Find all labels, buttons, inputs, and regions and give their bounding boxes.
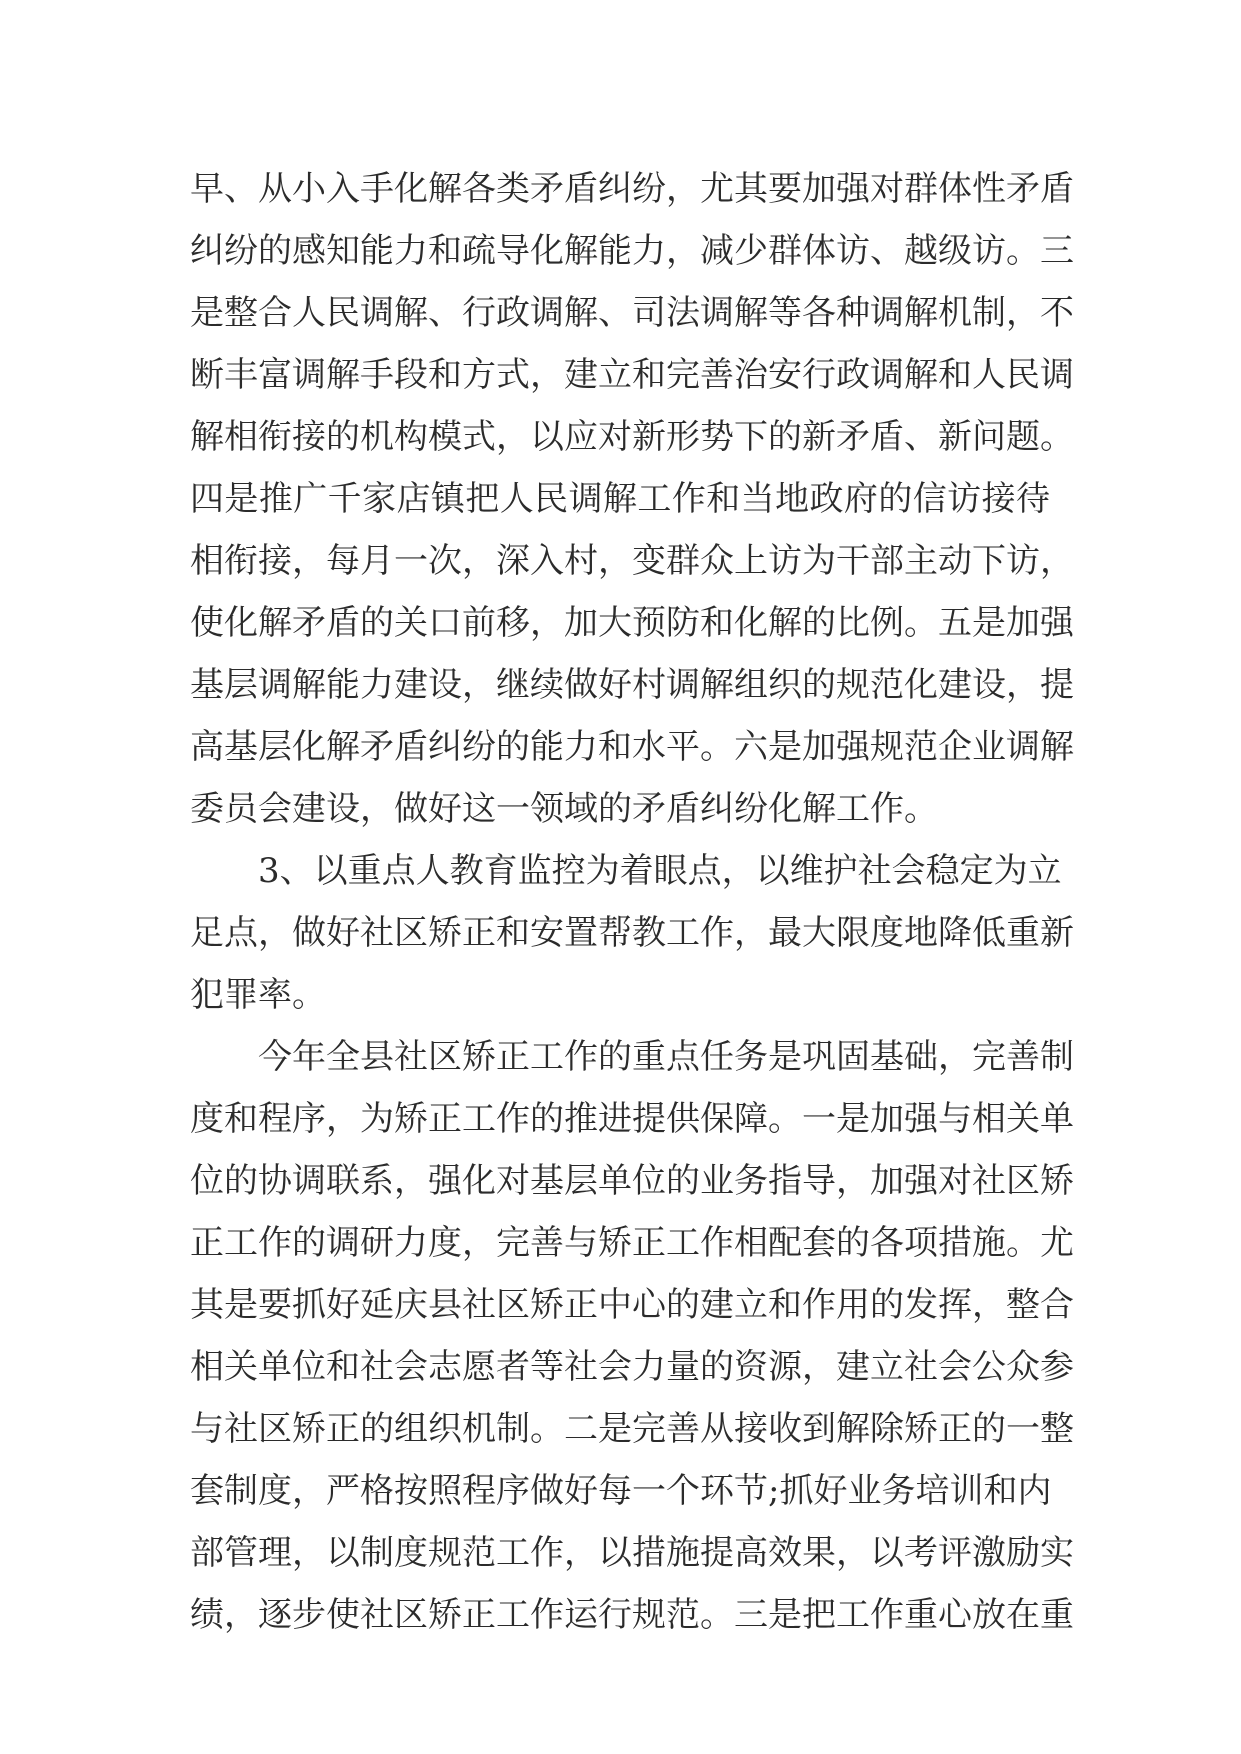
text-line: 犯罪率。 [190, 975, 326, 1015]
text-line: 断丰富调解手段和方式，建立和完善治安行政调解和人民调 [190, 355, 1074, 395]
text-line: 位的协调联系，强化对基层单位的业务指导，加强对社区矫 [190, 1161, 1074, 1201]
text-line: 与社区矫正的组织机制。二是完善从接收到解除矫正的一整 [190, 1409, 1074, 1449]
text-line: 早、从小入手化解各类矛盾纠纷，尤其要加强对群体性矛盾 [190, 169, 1074, 209]
text-line: 度和程序，为矫正工作的推进提供保障。一是加强与相关单 [190, 1099, 1074, 1139]
text-line: 绩，逐步使社区矫正工作运行规范。三是把工作重心放在重 [190, 1595, 1074, 1635]
text-line: 正工作的调研力度，完善与矫正工作相配套的各项措施。尤 [190, 1223, 1074, 1263]
text-line: 是整合人民调解、行政调解、司法调解等各种调解机制，不 [190, 293, 1074, 333]
text-line: 相关单位和社会志愿者等社会力量的资源，建立社会公众参 [190, 1347, 1074, 1387]
text-line: 高基层化解矛盾纠纷的能力和水平。六是加强规范企业调解 [190, 727, 1074, 767]
text-line: 委员会建设，做好这一领域的矛盾纠纷化解工作。 [190, 789, 938, 829]
text-line: 解相衔接的机构模式，以应对新形势下的新矛盾、新问题。 [190, 417, 1074, 457]
text-line: 纠纷的感知能力和疏导化解能力，减少群体访、越级访。三 [190, 231, 1074, 271]
text-line: 使化解矛盾的关口前移，加大预防和化解的比例。五是加强 [190, 603, 1074, 643]
text-line: 部管理，以制度规范工作，以措施提高效果，以考评激励实 [190, 1533, 1074, 1573]
paragraph-first-line: 今年全县社区矫正工作的重点任务是巩固基础，完善制 [258, 1037, 1074, 1077]
text-line: 其是要抓好延庆县社区矫正中心的建立和作用的发挥，整合 [190, 1285, 1074, 1325]
text-line: 基层调解能力建设，继续做好村调解组织的规范化建设，提 [190, 665, 1074, 705]
text-line: 相衔接，每月一次，深入村，变群众上访为干部主动下访， [190, 541, 1074, 581]
text-line: 足点，做好社区矫正和安置帮教工作，最大限度地降低重新 [190, 913, 1074, 953]
section-heading-line: 3、以重点人教育监控为着眼点，以维护社会稳定为立 [258, 851, 1062, 891]
text-line: 套制度，严格按照程序做好每一个环节;抓好业务培训和内 [190, 1471, 1052, 1511]
text-line: 四是推广千家店镇把人民调解工作和当地政府的信访接待 [190, 479, 1050, 519]
body-text [190, 158, 1074, 1646]
